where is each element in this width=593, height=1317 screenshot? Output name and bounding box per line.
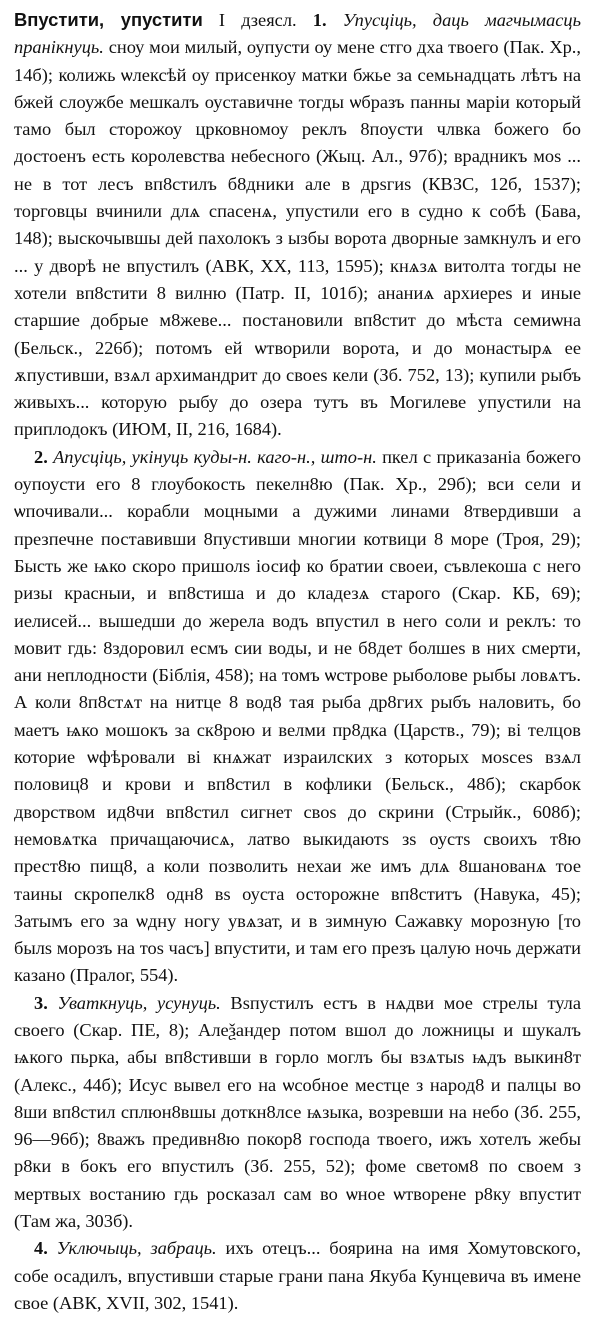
sense-citations: сноу мои милый, оупусти оу мене стго дха твоего (Пак. Хр., 14б); колижь ѡлексѣй оу присенкоу матки бжье за семьнадцать лѣтъ на бжей слоужбе мешкалъ оуставичне тогды ѡбразъ панны маріи который тамо был сторожоу црковномоу реклъ 8поусти члвка божего бо достоенъ есть королевства небесного (Жыц. Ал., 97б); врадникъ моs ... не в тот лесъ вп8стилъ б8дники але в дрѕгиs (КВЗС, 12б, 1537); торговцы вчинили длѧ спасенѧ, упустили его в судно к собѣ (Бава, 148); выскочывшы дей пахолокъ з ызбы ворота дворные замкнулъ и его ... у дворѣ не впустилъ (АВК, ХХ, 113, 1595); кнѧзѧ витолта тогды не хотели вп8стити 8 вилню (Патр. II, 101б); ананиѧ архиереѕ и иные старшие добрые м8жеве... постановили вп8стит до мѣста семиѡна (Бельск., 226б); потомъ ей ѡтворили ворота, и до монастырѧ ее ѫпустивши, взѧл архимандрит до своеѕ кели (Зб. 752, 13); купили рыбъ живыхъ... которую рыбу до озера тутъ въ Могилеве упустили на приплодокъ (ИЮМ, II, 216, 1684). — [14, 37, 581, 440]
sense-gloss: Апусціць, укінуць куды-н. каго-н., што-н. — [53, 446, 377, 467]
sense-citations: Вѕпустилъ естъ в нѧдви мое стрелы тула своего (Скар. ПЕ, 8); Алеѯандер потом вшол до ложницы и шукалъ ѩкого пьрка, абы вп8стивши в горло моглъ бы взѧтыѕ ѩдъ выкин8т (Алекс., 44б); Исус вывел его на ѡсобное местце з народ8 и палцы во 8ши вп8стил сплюн8вшы доткн8лсе ѩзыка, возревши на небо (Зб. 255, 96—96б); 8важъ предивн8ю покор8 господа твоего, ижъ хотелъ жебы р8ки в бокъ его впустилъ (Зб. 255, 52); фоме светом8 по своем з мертвых востанию гдь росказал сам во ѡное ѡтворене р8ку впустит (Там жа, 303б). — [14, 992, 582, 1232]
entry-sense-2 — [14, 444, 581, 990]
entry-sense-3 — [14, 990, 581, 1236]
sense-number: 4. — [34, 1238, 48, 1259]
sense-citations: пкел с приказаніа божего оупоусти его 8 глоубокость пекелн8ю (Пак. Хр., 29б); вси сели и ѡпочивали... корабли моцными а дужими линами 8твердивши а презпечне поставивши 8пустивши многии котвици 8 море (Троя, 29); Бысть же ѩко скоро пришолѕ іосиф ко братии своеи, съвлекоша с него ризы красныи, и вп8стиша и до кладезѧ старого (Скар. КБ, 69); иелисей... вышедши до жерела водъ впустил в него соли и реклъ: то мовит гдь: 8здоровил есмъ сии воды, и не б8дет болшеѕ в них смерти, ани неплодности (Біблія, 458); на томъ ѡстрове рыболове рыбы ловѧтъ. А коли 8п8стѧт на нитце 8 вод8 тая рыба др8гих рыбъ наловить, бо маетъ ѩко мошокъ за ск8рою и велми пр8дка (Царств., 79); ві телцов которие ѡфѣровали ві кнѧжат израилских з которых моѕсеѕ взѧл половиц8 и крови и вп8стил в кофлики (Бельск., 48б); скарбок дворством ид8чи вп8стил сигнет своѕ до скрини (Стрыйк., 608б); немовѧтка причащаючисѧ, латво выкидаютѕ зѕ оустѕ своихъ т8ю прест8ю пищ8, а коли позволить нехаи же имъ длѧ 8шанованѧ тое таины скропелк8 одн8 вѕ оуста осторожне вп8ститъ (Навука, 45); Затымъ его за ѡдну ногу увѧзат, и в зимную Сажавку морозную [то былѕ морозъ на тоѕ часъ] впустити, и там его презъ цалую ночь держати казано (Пралог, 554). — [14, 446, 581, 986]
sense-number: 1. — [312, 10, 327, 30]
entry-sense-1 — [14, 6, 581, 444]
sense-gloss: Уваткнуць, усунуць. — [57, 992, 221, 1013]
entry-sense-4 — [14, 1235, 581, 1317]
sense-number: 3. — [34, 992, 48, 1013]
headword: Впустити, упустити — [14, 9, 203, 30]
sense-number: 2. — [34, 446, 48, 467]
sense-gloss: Упусціць, даць магчымасць пранікнуць. — [14, 10, 581, 58]
grammar-label: I дзеясл. — [218, 10, 297, 30]
sense-citations: ихъ отецъ... боярина на имя Хомутовского, собе осадилъ, впустивши старые грани пана Якуба Кунцевича въ имене свое (АВК, XVII, 302, 1541). — [14, 1238, 581, 1313]
sense-gloss: Уключыць, забраць. — [56, 1238, 217, 1259]
